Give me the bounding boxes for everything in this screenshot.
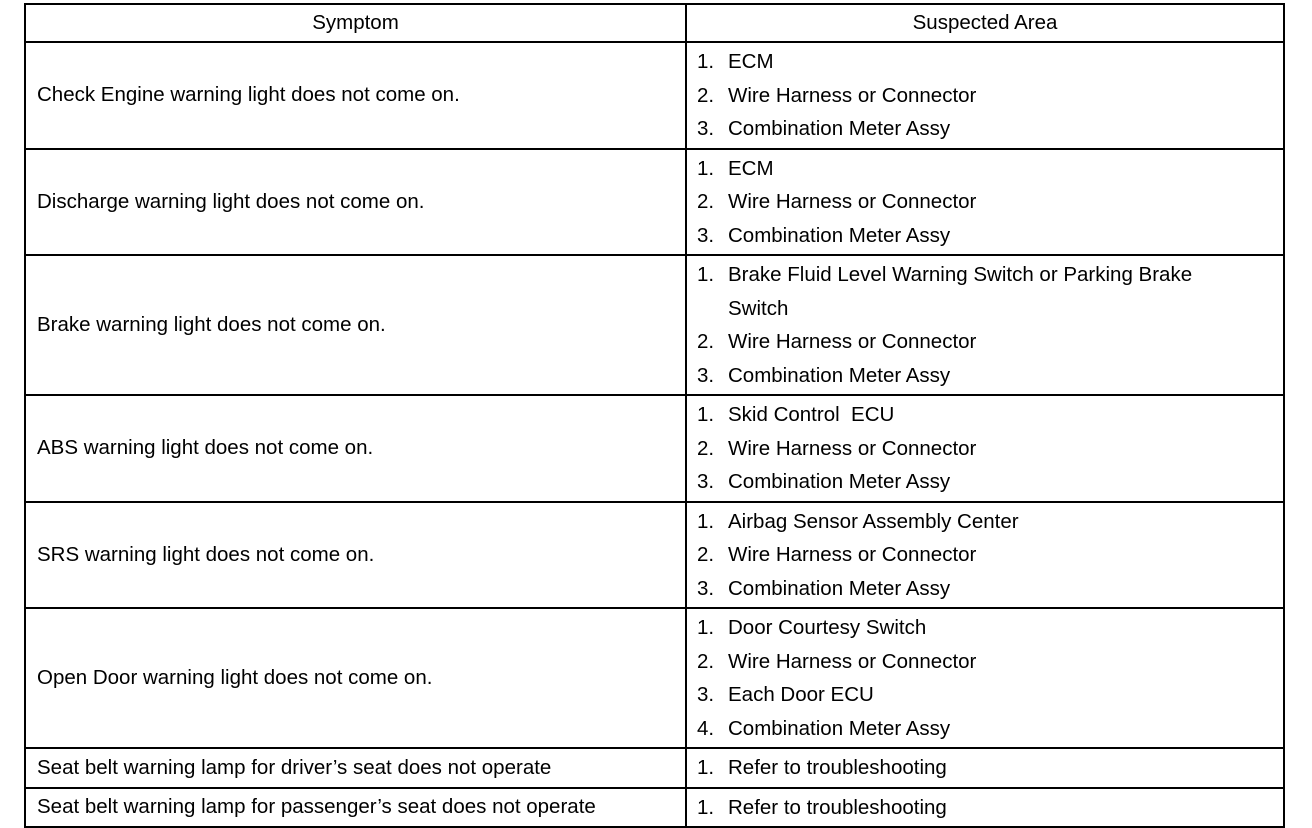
list-item [697, 219, 1283, 253]
list-item [697, 45, 1283, 79]
area-text: Door Courtesy Switch [728, 616, 927, 639]
area-text: Combination Meter Assy [728, 363, 951, 387]
table-row [25, 608, 1284, 748]
table-row [25, 255, 1284, 395]
area-text: Combination Meter Assy [728, 470, 951, 493]
list-item [697, 751, 1283, 785]
suspected-area-cell [686, 748, 1284, 788]
list-item [697, 505, 1283, 539]
list-item [697, 712, 1283, 746]
list-number: 1. [697, 509, 715, 533]
list-number: 1. [697, 756, 715, 779]
list-number: 3. [697, 363, 715, 387]
area-text: Wire Harness or Connector [728, 436, 977, 460]
area-text: Refer to troubleshooting [728, 756, 947, 779]
list-number: 2. [697, 649, 715, 673]
list-number: 2. [697, 190, 715, 213]
header-symptom: Symptom [25, 4, 686, 42]
list-item [697, 152, 1283, 186]
symptom-cell: SRS warning light does not come on. [25, 502, 686, 609]
list-number: 2. [697, 543, 715, 566]
list-number: 1. [697, 616, 715, 639]
symptom-cell: Brake warning light does not come on. [25, 255, 686, 395]
suspected-area-cell [686, 395, 1284, 502]
list-item [697, 185, 1283, 219]
header-suspected-area: Suspected Area [686, 4, 1284, 42]
list-number: 2. [697, 83, 715, 107]
suspected-area-cell [686, 502, 1284, 609]
list-item [697, 79, 1283, 113]
list-number: 4. [697, 716, 715, 740]
suspected-area-cell [686, 149, 1284, 256]
list-number: 2. [697, 436, 715, 460]
list-number: 1. [697, 50, 715, 73]
area-text: ECM [728, 50, 774, 73]
suspected-area-cell [686, 788, 1284, 828]
list-item [697, 325, 1283, 359]
suspected-area-list [697, 398, 1283, 499]
list-item [697, 678, 1283, 712]
symptom-cell: Check Engine warning light does not come on. [25, 42, 686, 149]
list-number: 3. [697, 223, 715, 247]
list-number: 3. [697, 470, 715, 493]
area-text: Wire Harness or Connector [728, 543, 977, 566]
area-text: Wire Harness or Connector [728, 330, 977, 353]
list-item [697, 432, 1283, 466]
list-item [697, 645, 1283, 679]
area-text: Wire Harness or Connector [728, 649, 977, 673]
symptom-cell: ABS warning light does not come on. [25, 395, 686, 502]
symptom-table [24, 3, 1285, 828]
suspected-area-list [697, 152, 1283, 253]
list-item [697, 538, 1283, 572]
table-row [25, 788, 1284, 828]
list-number: 1. [697, 263, 715, 286]
list-number: 2. [697, 330, 715, 353]
header-row [25, 4, 1284, 42]
area-text: Wire Harness or Connector [728, 83, 977, 107]
table-row [25, 748, 1284, 788]
list-number: 3. [697, 683, 715, 706]
symptom-cell: Seat belt warning lamp for passenger’s seat does not operate [25, 788, 686, 828]
list-item [697, 398, 1283, 432]
list-number: 3. [697, 576, 715, 600]
list-item [697, 611, 1283, 645]
area-text: Combination Meter Assy [728, 117, 951, 140]
area-text: Combination Meter Assy [728, 223, 951, 247]
list-number: 1. [697, 403, 715, 426]
symptom-cell: Open Door warning light does not come on. [25, 608, 686, 748]
list-item [697, 112, 1283, 146]
area-text: Brake Fluid Level Warning Switch or Parking Brake Switch [728, 263, 1193, 320]
suspected-area-list [697, 505, 1283, 606]
table-row [25, 149, 1284, 256]
suspected-area-cell [686, 608, 1284, 748]
area-text: Skid Control ECU [728, 403, 895, 426]
table-row [25, 395, 1284, 502]
list-item [697, 359, 1283, 393]
list-number: 3. [697, 117, 715, 140]
area-text: Each Door ECU [728, 683, 874, 706]
list-item [697, 572, 1283, 606]
suspected-area-list [697, 45, 1283, 146]
area-text: Refer to troubleshooting [728, 795, 947, 819]
table-row [25, 42, 1284, 149]
suspected-area-list [697, 611, 1283, 745]
suspected-area-list [697, 791, 1283, 825]
area-text: Wire Harness or Connector [728, 190, 977, 213]
area-text: Combination Meter Assy [728, 716, 951, 740]
suspected-area-list [697, 751, 1283, 785]
area-text: ECM [728, 156, 774, 180]
symptom-cell: Seat belt warning lamp for driver’s seat does not operate [25, 748, 686, 788]
list-item [697, 258, 1283, 325]
list-item [697, 465, 1283, 499]
list-item [697, 791, 1283, 825]
table-row [25, 502, 1284, 609]
suspected-area-cell [686, 255, 1284, 395]
symptom-cell: Discharge warning light does not come on. [25, 149, 686, 256]
suspected-area-cell [686, 42, 1284, 149]
suspected-area-list [697, 258, 1283, 392]
list-number: 1. [697, 156, 715, 180]
list-number: 1. [697, 795, 715, 819]
area-text: Combination Meter Assy [728, 576, 951, 600]
area-text: Airbag Sensor Assembly Center [728, 509, 1019, 533]
